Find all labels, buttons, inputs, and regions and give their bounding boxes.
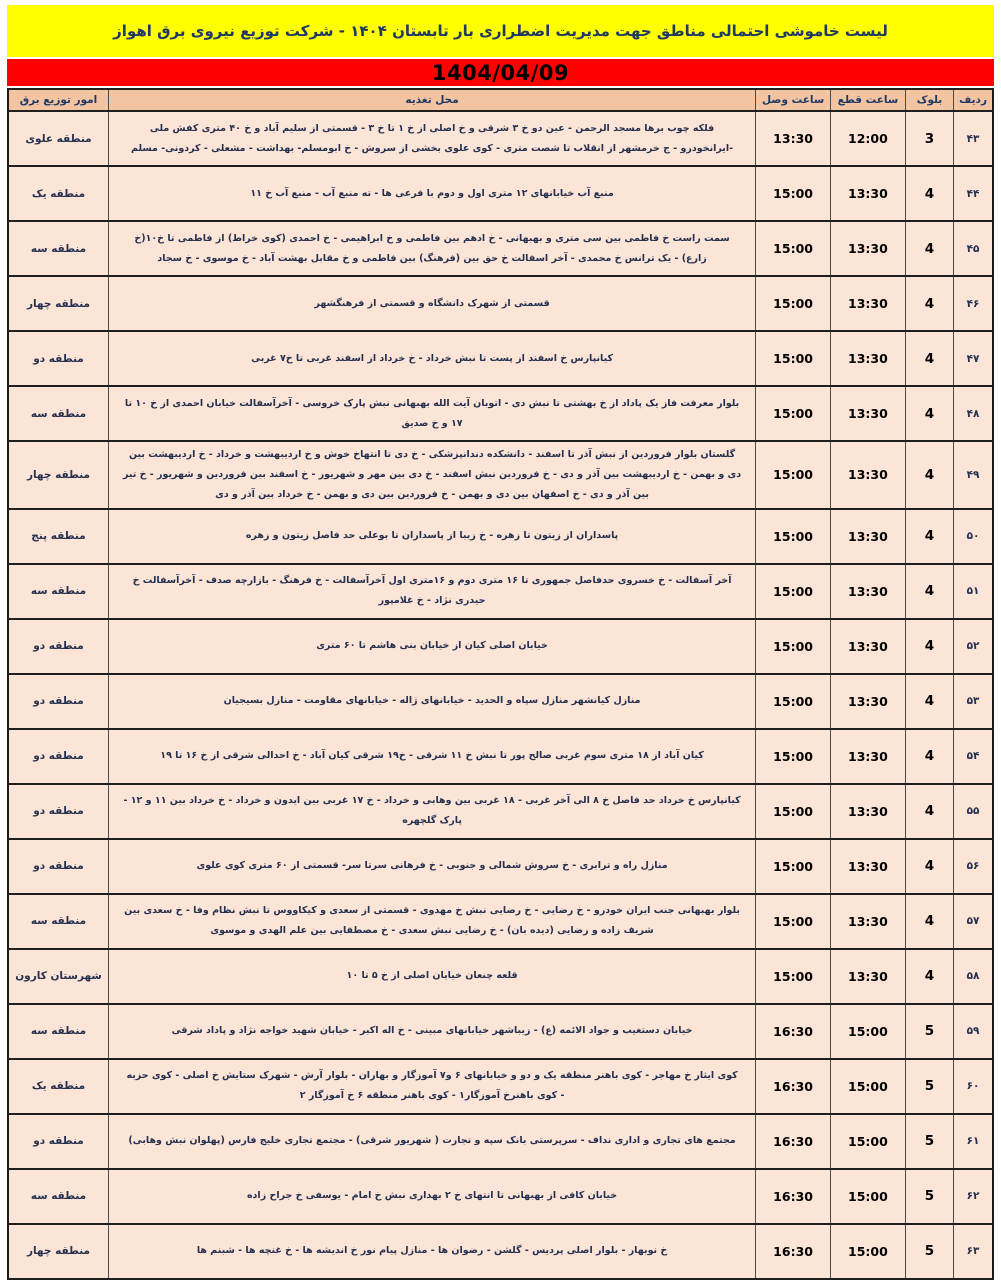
location-cell: منازل راه و ترابری - خ سروش شمالی و جنوبی - خ فرهانی سرتا سر- قسمتی از ۶۰ متری کوی علوی [108,839,755,894]
area-cell: منطقه علوی [8,111,108,166]
block-cell: 4 [905,894,953,949]
area-cell: منطقه چهار [8,1224,108,1279]
reconnect-time-cell: 15:00 [756,729,831,784]
cut-time-cell: 15:00 [831,1224,906,1279]
block-cell: 4 [905,839,953,894]
cut-time-cell: 15:00 [831,1114,906,1169]
location-cell: گلستان بلوار فروردین از نبش آذر تا اسفند - دانشکده دندانپزشکی - خ دی تا انتهاخ خوش و خ اردیبهشت و خرداد - خ اردیبهشت بین دی و بهمن - خ اردیبهشت بین آذر و دی - خ فروردین نبش اسفند - خ دی بین مهر و شهریور - خ اسفند بین فروردین و شهریور - خ تیر بین آذر و دی - خ اصفهان بین دی و بهمن - خ فروردین بین دی و بهمن - خ خرداد بین آذر و دی [108,441,755,509]
radif-cell: ۶۳ [954,1224,993,1279]
location-cell: فلکه چوب برها مسجد الرحمن - عین دو خ ۳ شرقی و خ اصلی از خ ۱ تا خ ۳ - قسمتی از سلیم آباد و خ ۴۰ متری کفش ملی -ایرانخودرو - ج خرمشهر از انقلاب تا شصت متری - کوی علوی بخشی از سروش - خ ابومسلم- بهداشت - مشعلی - کردونی- مسلم [108,111,755,166]
location-cell: کیانپارس خ اسفند از پست تا نبش خرداد - خ خرداد از اسفند غربی تا خ۷ غربی [108,331,755,386]
radif-cell: ۶۰ [954,1059,993,1114]
table-header-row [8,89,993,111]
reconnect-time-cell: 15:00 [756,784,831,839]
cut-time-cell: 13:30 [831,564,906,619]
area-cell: منطقه سه [8,1004,108,1059]
reconnect-time-cell: 15:00 [756,331,831,386]
cut-time-cell: 13:30 [831,949,906,1004]
table-row [8,331,993,386]
reconnect-time-cell: 15:00 [756,894,831,949]
location-cell: پاسداران از زیتون تا زهره - خ زیبا از پاسداران تا بوعلی حد فاصل زیتون و زهره [108,509,755,564]
reconnect-time-cell: 16:30 [756,1169,831,1224]
block-cell: 4 [905,784,953,839]
location-cell: بلوار بهبهانی جنب ایران خودرو - خ رضایی - خ رضایی نبش خ مهدوی - قسمتی از سعدی و کیکاووس تا نبش نظام وفا - خ سعدی بین شریف زاده و رضایی (دیده بان) - خ رضایی نبش سعدی - خ مصطفایی بین علم الهدی و موسوی [108,894,755,949]
col-header-cut-time: ساعت قطع [831,89,906,111]
col-header-block: بلوک [905,89,953,111]
location-cell: منبع آب خیابانهای ۱۲ متری اول و دوم با فرعی ها - ته منبع آب - منبع آب خ ۱۱ [108,166,755,221]
reconnect-time-cell: 16:30 [756,1114,831,1169]
outage-schedule-table [7,88,994,1280]
reconnect-time-cell: 15:00 [756,674,831,729]
block-cell: 5 [905,1224,953,1279]
area-cell: منطقه سه [8,386,108,441]
reconnect-time-cell: 15:00 [756,221,831,276]
block-cell: 5 [905,1114,953,1169]
reconnect-time-cell: 15:00 [756,564,831,619]
cut-time-cell: 15:00 [831,1004,906,1059]
page-title: لیست خاموشی احتمالی مناطق جهت مدیریت اضطراری بار تابستان ۱۴۰۴ - شرکت توزیع نیروی برق اهواز [113,22,888,40]
col-header-location: محل تغذیه [108,89,755,111]
location-cell: آخر آسفالت - خ خسروی حدفاصل جمهوری تا ۱۶ متری دوم و ۱۶متری اول آخرآسفالت - خ فرهنگ - بازارچه صدف - آخرآسفالت خ حیدری نژاد - خ غلامپور [108,564,755,619]
col-header-radif: ردیف [954,89,993,111]
table-row [8,166,993,221]
table-row [8,619,993,674]
reconnect-time-cell: 15:00 [756,619,831,674]
area-cell: منطقه دو [8,839,108,894]
location-cell: خیابان اصلی کیان از خیابان بنی هاشم تا ۶۰ متری [108,619,755,674]
cut-time-cell: 12:00 [831,111,906,166]
date-value: 1404/04/09 [431,60,570,85]
block-cell: 4 [905,331,953,386]
cut-time-cell: 13:30 [831,674,906,729]
radif-cell: ۵۴ [954,729,993,784]
cut-time-cell: 13:30 [831,441,906,509]
block-cell: 4 [905,386,953,441]
radif-cell: ۵۰ [954,509,993,564]
radif-cell: ۴۳ [954,111,993,166]
area-cell: منطقه سه [8,894,108,949]
location-cell: قسمتی از شهرک دانشگاه و قسمتی از فرهنگشهر [108,276,755,331]
block-cell: 4 [905,949,953,1004]
reconnect-time-cell: 15:00 [756,166,831,221]
radif-cell: ۵۵ [954,784,993,839]
area-cell: منطقه چهار [8,441,108,509]
cut-time-cell: 13:30 [831,221,906,276]
area-cell: منطقه پنج [8,509,108,564]
block-cell: 5 [905,1059,953,1114]
cut-time-cell: 13:30 [831,619,906,674]
reconnect-time-cell: 15:00 [756,441,831,509]
block-cell: 4 [905,166,953,221]
area-cell: منطقه یک [8,1059,108,1114]
table-row [8,1169,993,1224]
location-cell: منازل کیانشهر منازل سپاه و الحدید - خیابانهای ژاله - خیابانهای مقاومت - منازل بسیجیان [108,674,755,729]
col-header-area: امور توزیع برق [8,89,108,111]
cut-time-cell: 13:30 [831,276,906,331]
cut-time-cell: 13:30 [831,839,906,894]
radif-cell: ۵۸ [954,949,993,1004]
area-cell: منطقه چهار [8,276,108,331]
location-cell: بلوار معرفت فاز یک پاداد از خ بهشتی تا نبش دی - اتوبان آیت الله بهبهانی نبش پارک خروسی - آخرآسفالت خیابان احمدی از خ ۱۰ تا ۱۷ و خ صدیق [108,386,755,441]
block-cell: 4 [905,674,953,729]
location-cell: کیان آباد از ۱۸ متری سوم غربی صالح پور تا نبش خ ۱۱ شرقی - خ۱۹ شرقی کیان آباد - خ احدالی شرقی از خ ۱۶ تا ۱۹ [108,729,755,784]
cut-time-cell: 13:30 [831,894,906,949]
area-cell: منطقه یک [8,166,108,221]
radif-cell: ۵۳ [954,674,993,729]
cut-time-cell: 13:30 [831,729,906,784]
table-row [8,894,993,949]
radif-cell: ۵۷ [954,894,993,949]
block-cell: 4 [905,729,953,784]
reconnect-time-cell: 15:00 [756,276,831,331]
block-cell: 5 [905,1169,953,1224]
page-title-banner [7,5,994,57]
table-row [8,564,993,619]
date-bar [7,59,994,86]
block-cell: 4 [905,276,953,331]
radif-cell: ۴۹ [954,441,993,509]
block-cell: 4 [905,441,953,509]
location-cell: کوی ایثار خ مهاجر - کوی باهنر منطقه یک و دو و خیابانهای ۶ و۷ آموزگار و بهاران - بلوار آرش - شهرک ستایش خ اصلی - کوی حزبه - کوی باهنرخ آموزگار۱ - کوی باهنر منطقه ۶ خ آموزگار ۲ [108,1059,755,1114]
table-row [8,949,993,1004]
cut-time-cell: 13:30 [831,166,906,221]
radif-cell: ۶۲ [954,1169,993,1224]
location-cell: مجتمع های تجاری و اداری نداف - سرپرستی بانک سپه و تجارت ( شهریور شرقی) - مجتمع تجاری خلیج فارس (پهلوان نبش وهابی) [108,1114,755,1169]
table-row [8,1059,993,1114]
cut-time-cell: 13:30 [831,784,906,839]
table-row [8,111,993,166]
block-cell: 3 [905,111,953,166]
table-row [8,784,993,839]
reconnect-time-cell: 13:30 [756,111,831,166]
cut-time-cell: 13:30 [831,386,906,441]
table-row [8,221,993,276]
reconnect-time-cell: 15:00 [756,839,831,894]
reconnect-time-cell: 16:30 [756,1004,831,1059]
radif-cell: ۵۲ [954,619,993,674]
table-body [8,111,993,1279]
table-row [8,386,993,441]
reconnect-time-cell: 15:00 [756,949,831,1004]
area-cell: منطقه دو [8,619,108,674]
location-cell: خ نوبهار - بلوار اصلی پردیس - گلشن - رضوان ها - منازل پیام نور خ اندیشه ها - خ غنچه ها - شبنم ها [108,1224,755,1279]
cut-time-cell: 15:00 [831,1169,906,1224]
table-row [8,509,993,564]
area-cell: منطقه دو [8,729,108,784]
block-cell: 4 [905,221,953,276]
area-cell: منطقه سه [8,1169,108,1224]
reconnect-time-cell: 15:00 [756,386,831,441]
radif-cell: ۴۵ [954,221,993,276]
col-header-reconnect: ساعت وصل [756,89,831,111]
area-cell: منطقه سه [8,564,108,619]
block-cell: 5 [905,1004,953,1059]
table-row [8,276,993,331]
reconnect-time-cell: 16:30 [756,1059,831,1114]
radif-cell: ۵۱ [954,564,993,619]
location-cell: قلعه چنعان خیابان اصلی از خ ۵ تا ۱۰ [108,949,755,1004]
block-cell: 4 [905,509,953,564]
location-cell: سمت راست خ فاطمی بین سی متری و بهبهانی - خ ادهم بین فاطمی و خ ابراهیمی - خ احمدی (کوی خراط) از فاطمی تا خ۱۰(خ زارع) - یک ترانس خ محمدی - آخر اسفالت خ حق بین (فرهنگ) بین فاطمی و خ مقابل بهشت آباد - خ موسوی - خ سجاد [108,221,755,276]
table-row [8,1004,993,1059]
radif-cell: ۵۹ [954,1004,993,1059]
cut-time-cell: 13:30 [831,331,906,386]
radif-cell: ۴۶ [954,276,993,331]
block-cell: 4 [905,619,953,674]
area-cell: منطقه دو [8,331,108,386]
radif-cell: ۶۱ [954,1114,993,1169]
table-row [8,1224,993,1279]
table-row [8,1114,993,1169]
radif-cell: ۵۶ [954,839,993,894]
location-cell: کیانپارس خ خرداد حد فاصل خ ۸ الی آخر غربی - ۱۸ غربی بین وهابی و خرداد - خ ۱۷ غربی بین ایدون و خرداد - خ خرداد بین ۱۱ و ۱۲ - پارک گلچهره [108,784,755,839]
cut-time-cell: 13:30 [831,509,906,564]
location-cell: خیابان دستغیب و جواد الائمه (ع) - زیباشهر خیابانهای مبینی - خ اله اکبر - خیابان شهید خواجه نژاد و پاداد شرقی [108,1004,755,1059]
radif-cell: ۴۴ [954,166,993,221]
location-cell: خیابان کافی از بهبهانی تا انتهای خ ۲ بهداری نبش خ امام - یوسفی خ جراح زاده [108,1169,755,1224]
table-row [8,441,993,509]
table-row [8,674,993,729]
table-header [8,89,993,111]
area-cell: منطقه دو [8,674,108,729]
radif-cell: ۴۸ [954,386,993,441]
area-cell: منطقه دو [8,784,108,839]
area-cell: شهرستان کارون [8,949,108,1004]
table-row [8,729,993,784]
table-row [8,839,993,894]
reconnect-time-cell: 16:30 [756,1224,831,1279]
block-cell: 4 [905,564,953,619]
cut-time-cell: 15:00 [831,1059,906,1114]
reconnect-time-cell: 15:00 [756,509,831,564]
area-cell: منطقه سه [8,221,108,276]
area-cell: منطقه دو [8,1114,108,1169]
radif-cell: ۴۷ [954,331,993,386]
